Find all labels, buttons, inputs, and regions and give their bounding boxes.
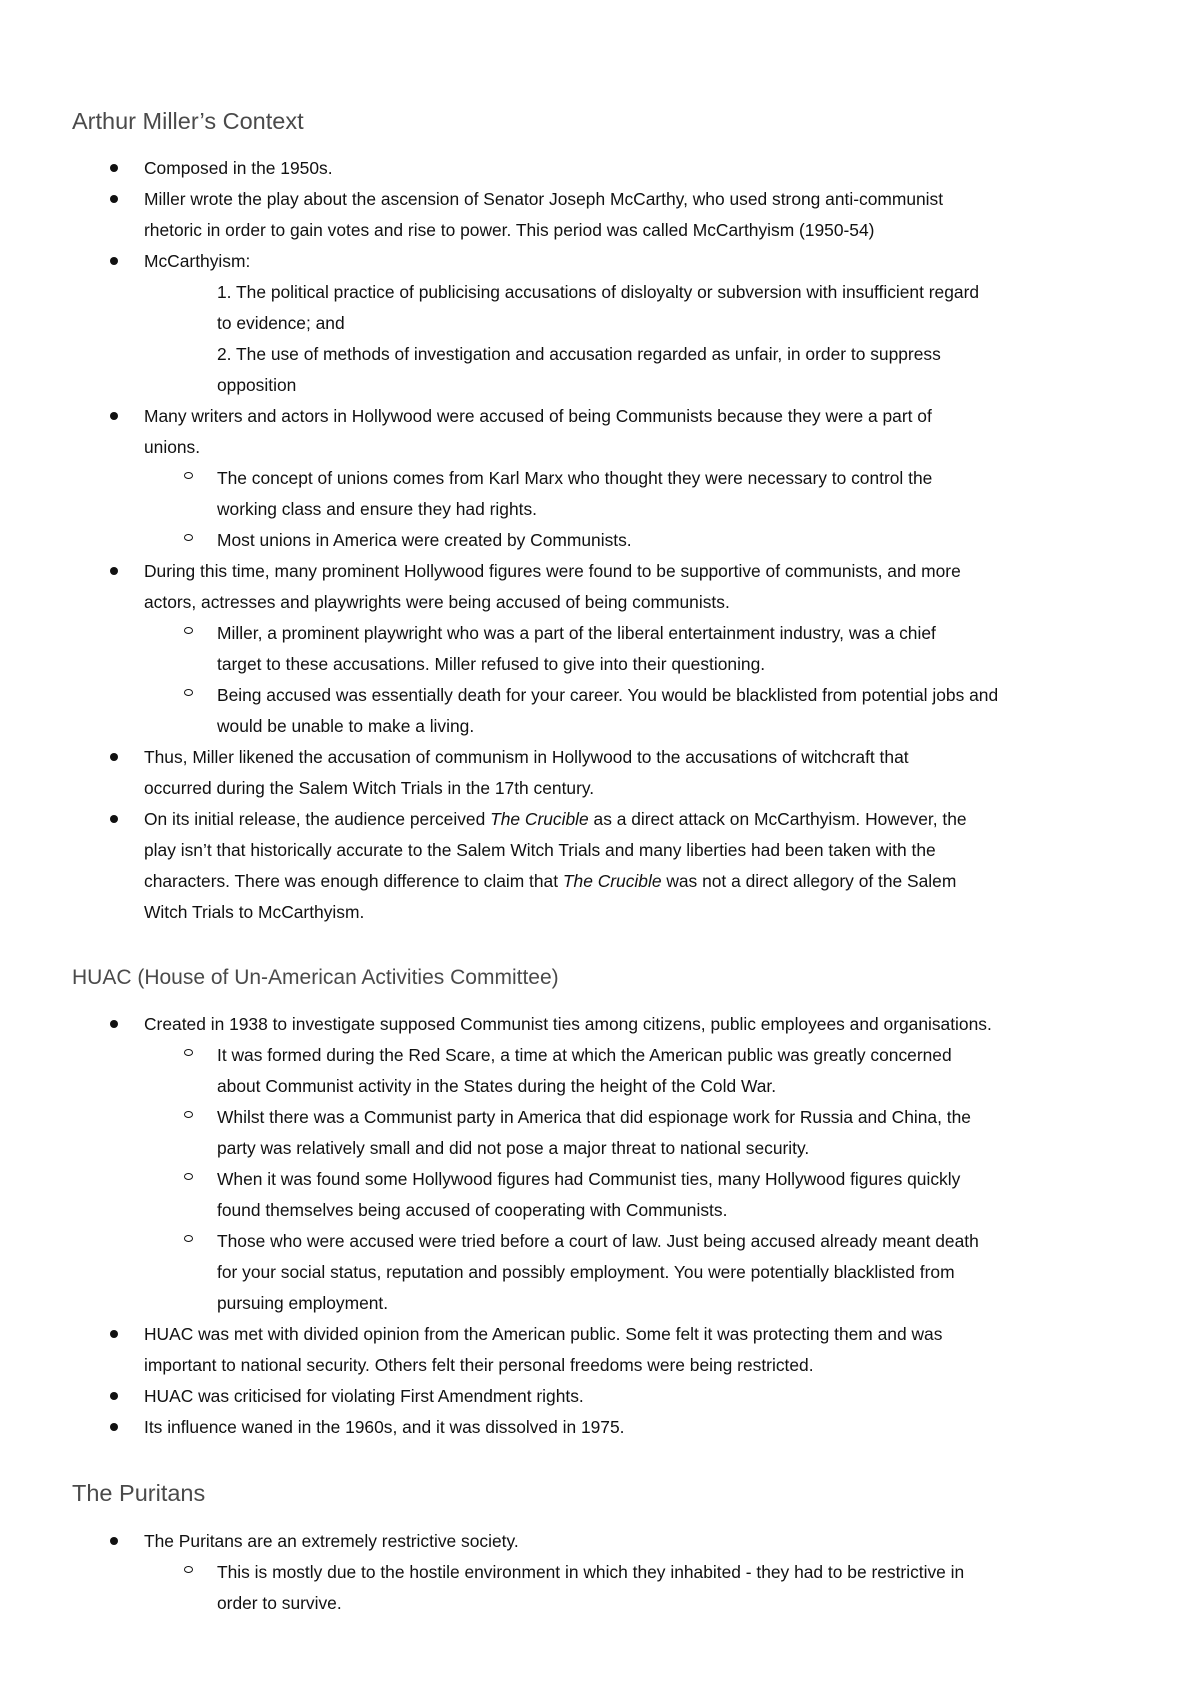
bullet-icon [110, 753, 118, 761]
list-item-continuation [144, 870, 956, 892]
list-item-continuation: Witch Trials to McCarthyism. [144, 902, 365, 922]
circle-bullet-icon [184, 1173, 193, 1180]
list-item: Miller wrote the play about the ascension of Senator Joseph McCarthy, who used strong anti-communist [144, 189, 944, 209]
sub-list-item-continuation: would be unable to make a living. [217, 716, 475, 736]
circle-bullet-icon [184, 1049, 193, 1056]
list-item: Created in 1938 to investigate supposed Communist ties among citizens, public employees and organisations. [144, 1014, 992, 1034]
list-item-continuation: play isn’t that historically accurate to the Salem Witch Trials and many liberties had been taken with the [144, 840, 936, 860]
text-segment: characters. There was enough difference to claim that [144, 871, 563, 891]
list-item-continuation: actors, actresses and playwrights were being accused of being communists. [144, 592, 730, 612]
bullet-icon [110, 1020, 118, 1028]
circle-bullet-icon [184, 1111, 193, 1118]
bullet-icon [110, 164, 118, 172]
book-title-italic: The Crucible [490, 809, 589, 829]
bullet-icon [110, 1423, 118, 1431]
bullet-icon [110, 1537, 118, 1545]
sub-list-item-continuation: found themselves being accused of cooperating with Communists. [217, 1200, 728, 1220]
bullet-icon [110, 1392, 118, 1400]
sub-list-item-continuation: for your social status, reputation and possibly employment. You were potentially blacklisted from [217, 1262, 955, 1282]
circle-bullet-icon [184, 1566, 193, 1573]
list-item-continuation: important to national security. Others felt their personal freedoms were being restricted. [144, 1355, 814, 1375]
circle-bullet-icon [184, 472, 193, 479]
circle-bullet-icon [184, 689, 193, 696]
circle-bullet-icon [184, 534, 193, 541]
list-item: HUAC was criticised for violating First Amendment rights. [144, 1386, 584, 1406]
sub-list-item-continuation: target to these accusations. Miller refused to give into their questioning. [217, 654, 766, 674]
sub-list-item: Whilst there was a Communist party in America that did espionage work for Russia and China, the [217, 1107, 971, 1127]
text-segment: On its initial release, the audience perceived [144, 809, 491, 829]
list-item: Its influence waned in the 1960s, and it was dissolved in 1975. [144, 1417, 625, 1437]
circle-bullet-icon [184, 1235, 193, 1242]
sub-list-item: The concept of unions comes from Karl Marx who thought they were necessary to control the [217, 468, 933, 488]
list-item: Many writers and actors in Hollywood were accused of being Communists because they were a part of [144, 406, 932, 426]
bullet-icon [110, 412, 118, 420]
heading-huac: HUAC (House of Un-American Activities Committee) [72, 966, 559, 989]
list-item: During this time, many prominent Hollywood figures were found to be supportive of communists, and more [144, 561, 961, 581]
numbered-item-continuation: opposition [217, 375, 297, 395]
bullet-icon [110, 257, 118, 265]
sub-list-item-continuation: party was relatively small and did not pose a major threat to national security. [217, 1138, 810, 1158]
list-item-continuation: rhetoric in order to gain votes and rise to power. This period was called McCarthyism (1950-54) [144, 220, 875, 240]
numbered-item-continuation: to evidence; and [217, 313, 345, 333]
sub-list-item-continuation: working class and ensure they had rights. [217, 499, 537, 519]
numbered-item: 1. The political practice of publicising accusations of disloyalty or subversion with insufficient regard [217, 282, 980, 302]
list-item: Composed in the 1950s. [144, 158, 333, 178]
numbered-item: 2. The use of methods of investigation and accusation regarded as unfair, in order to suppress [217, 344, 941, 364]
circle-bullet-icon [184, 627, 193, 634]
list-item [144, 808, 967, 830]
sub-list-item: When it was found some Hollywood figures had Communist ties, many Hollywood figures quickly [217, 1169, 961, 1189]
sub-list-item: Miller, a prominent playwright who was a part of the liberal entertainment industry, was a chief [217, 623, 936, 643]
book-title-italic: The Crucible [562, 871, 662, 891]
list-item-continuation: unions. [144, 437, 201, 457]
sub-list-item-continuation: order to survive. [217, 1593, 342, 1613]
list-item: The Puritans are an extremely restrictive society. [144, 1531, 519, 1551]
heading-arthur-millers-context: Arthur Miller’s Context [72, 108, 304, 134]
list-item: McCarthyism: [144, 251, 251, 271]
sub-list-item: Being accused was essentially death for your career. You would be blacklisted from potential jobs and [217, 685, 999, 705]
sub-list-item: Those who were accused were tried before a court of law. Just being accused already meant death [217, 1231, 979, 1251]
list-item: HUAC was met with divided opinion from the American public. Some felt it was protecting them and was [144, 1324, 943, 1344]
list-item: Thus, Miller likened the accusation of communism in Hollywood to the accusations of witchcraft that [144, 747, 909, 767]
bullet-icon [110, 195, 118, 203]
sub-list-item-continuation: about Communist activity in the States during the height of the Cold War. [217, 1076, 777, 1096]
bullet-icon [110, 815, 118, 823]
text-segment: was not a direct allegory of the Salem [661, 871, 957, 891]
sub-list-item: Most unions in America were created by Communists. [217, 530, 632, 550]
sub-list-item: This is mostly due to the hostile environment in which they inhabited - they had to be restrictive in [217, 1562, 965, 1582]
sub-list-item: It was formed during the Red Scare, a time at which the American public was greatly concerned [217, 1045, 952, 1065]
text-segment: as a direct attack on McCarthyism. However, the [588, 809, 967, 829]
heading-the-puritans: The Puritans [72, 1480, 206, 1506]
bullet-icon [110, 1330, 118, 1338]
sub-list-item-continuation: pursuing employment. [217, 1293, 389, 1313]
list-item-continuation: occurred during the Salem Witch Trials in the 17th century. [144, 778, 595, 798]
bullet-icon [110, 567, 118, 575]
